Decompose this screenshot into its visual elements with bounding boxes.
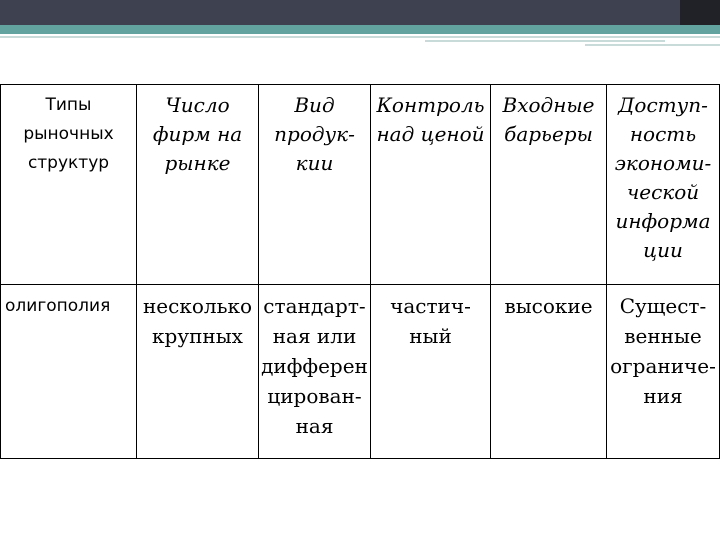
cell-price-control: частич- ный	[371, 285, 491, 459]
header-price-control: Контроль над ценой	[371, 85, 491, 285]
accent-line-short	[425, 40, 665, 42]
header-info-access: Доступ- ность экономи- ческой информа ции	[607, 85, 720, 285]
header-entry-barriers: Входные барьеры	[491, 85, 607, 285]
cell-market-type: олигополия	[1, 285, 137, 459]
slide-top-bar	[0, 0, 720, 25]
header-firm-count: Число фирм на рынке	[137, 85, 259, 285]
slide-top-bar-end	[680, 0, 720, 25]
slide-accent-band	[0, 25, 720, 34]
market-structure-table	[0, 84, 720, 459]
accent-line-top	[0, 36, 720, 38]
cell-info-access: Сущест- венные ограниче- ния	[607, 285, 720, 459]
cell-firm-count: несколько крупных	[137, 285, 259, 459]
table-row-oligopoly	[1, 285, 720, 459]
accent-line-right	[585, 44, 720, 46]
header-market-types: Типы рыночных структур	[1, 85, 137, 285]
table-header-row	[1, 85, 720, 285]
cell-entry-barriers: высокие	[491, 285, 607, 459]
header-product-type: Вид продук- кии	[259, 85, 371, 285]
cell-product-type: стандарт- ная или дифферен цирован- ная	[259, 285, 371, 459]
